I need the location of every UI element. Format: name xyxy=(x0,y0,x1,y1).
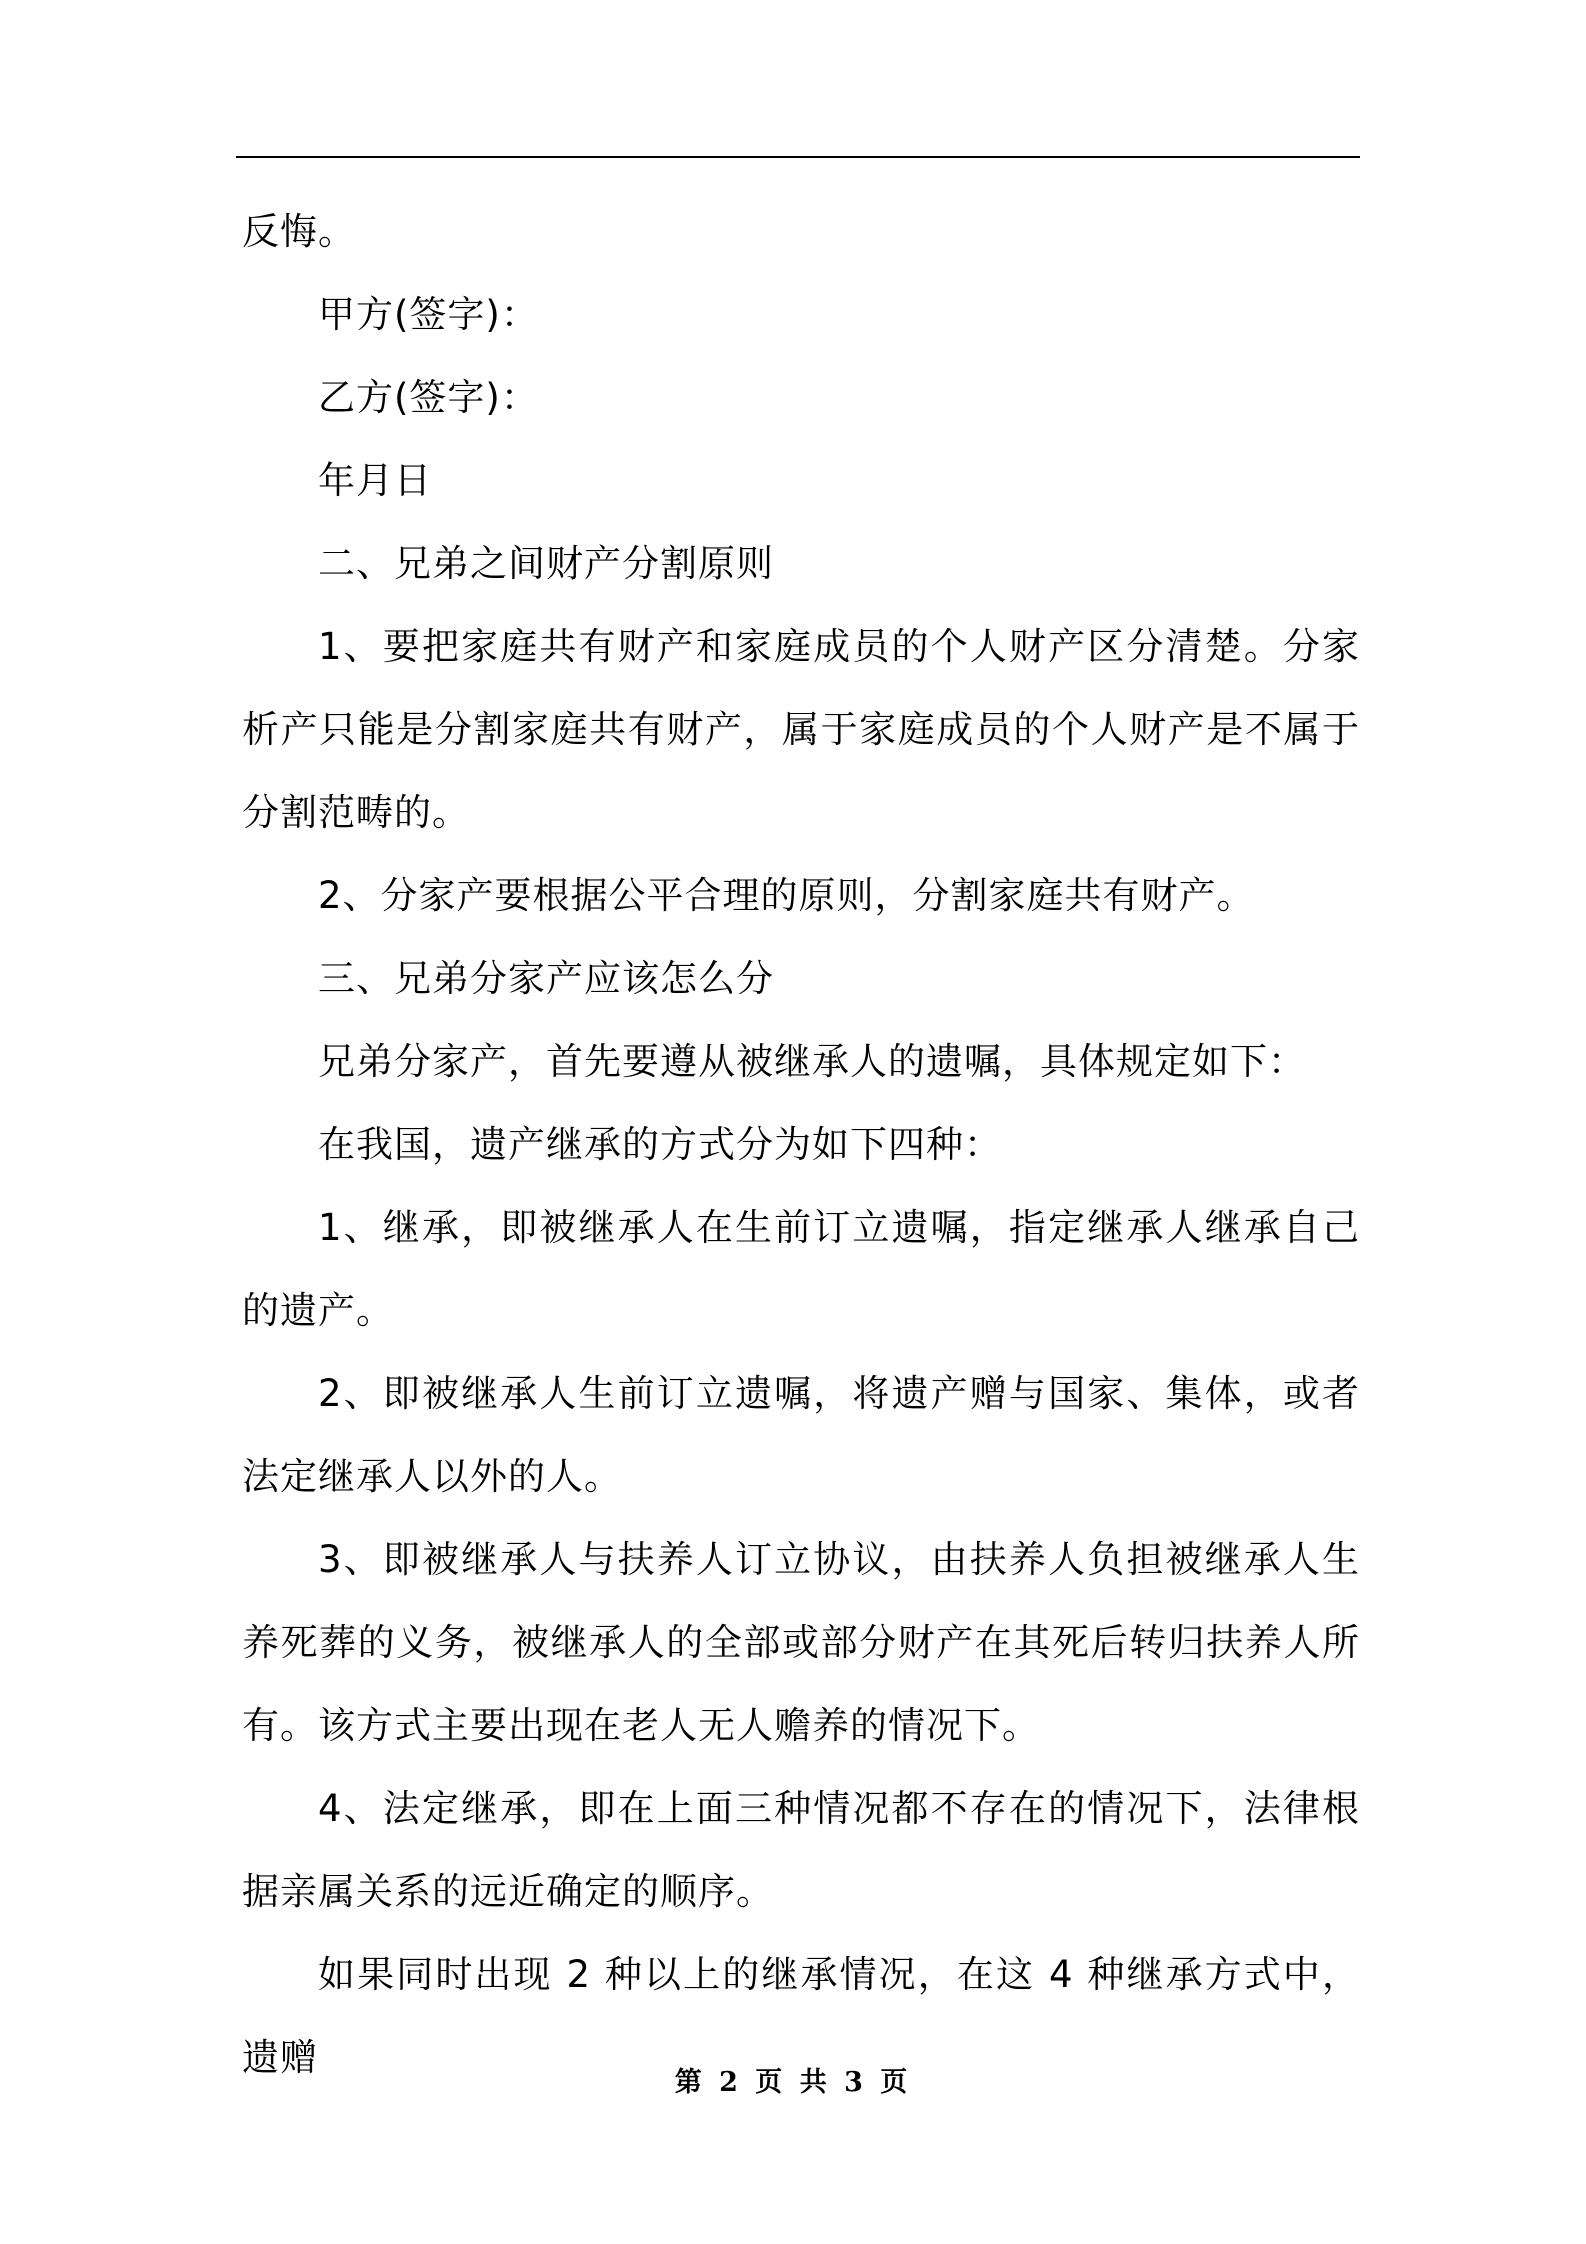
signature-party-a: 甲方(签字)： xyxy=(318,293,539,336)
paragraph: 兄弟分家产，首先要遵从被继承人的遗嘱，具体规定如下： xyxy=(318,1040,1306,1083)
paragraph: 3、即被继承人与扶养人订立协议，由扶养人负担被继承人生养死葬的义务，被继承人的全部或部分财产在其死后转归扶养人所有。该方式主要出现在老人无人赡养的情况下。 xyxy=(242,1538,1360,1747)
paragraph: 2、分家产要根据公平合理的原则，分割家庭共有财产。 xyxy=(318,874,1255,917)
paragraph: 在我国，遗产继承的方式分为如下四种： xyxy=(318,1123,1002,1166)
paragraph: 1、要把家庭共有财产和家庭成员的个人财产区分清楚。分家析产只能是分割家庭共有财产，属于家庭成员的个人财产是不属于分割范畴的。 xyxy=(242,625,1360,834)
paragraph: 4、法定继承，即在上面三种情况都不存在的情况下，法律根据亲属关系的远近确定的顺序。 xyxy=(242,1787,1360,1913)
section-heading-3: 三、兄弟分家产应该怎么分 xyxy=(318,957,774,1000)
signature-date: 年月日 xyxy=(318,459,432,502)
signature-party-b: 乙方(签字)： xyxy=(318,376,539,419)
paragraph: 如果同时出现 2 种以上的继承情况，在这 4 种继承方式中，遗赠 xyxy=(242,1953,1360,2079)
document-body xyxy=(242,190,1360,2099)
paragraph-continuation: 反悔。 xyxy=(242,210,356,253)
page-number-footer: 第 2 页 共 3 页 xyxy=(674,2067,912,2098)
section-heading-2: 二、兄弟之间财产分割原则 xyxy=(318,542,774,585)
paragraph: 1、继承，即被继承人在生前订立遗嘱，指定继承人继承自己的遗产。 xyxy=(242,1206,1360,1332)
header-rule xyxy=(236,156,1360,158)
paragraph: 2、即被继承人生前订立遗嘱，将遗产赠与国家、集体，或者法定继承人以外的人。 xyxy=(242,1372,1360,1498)
